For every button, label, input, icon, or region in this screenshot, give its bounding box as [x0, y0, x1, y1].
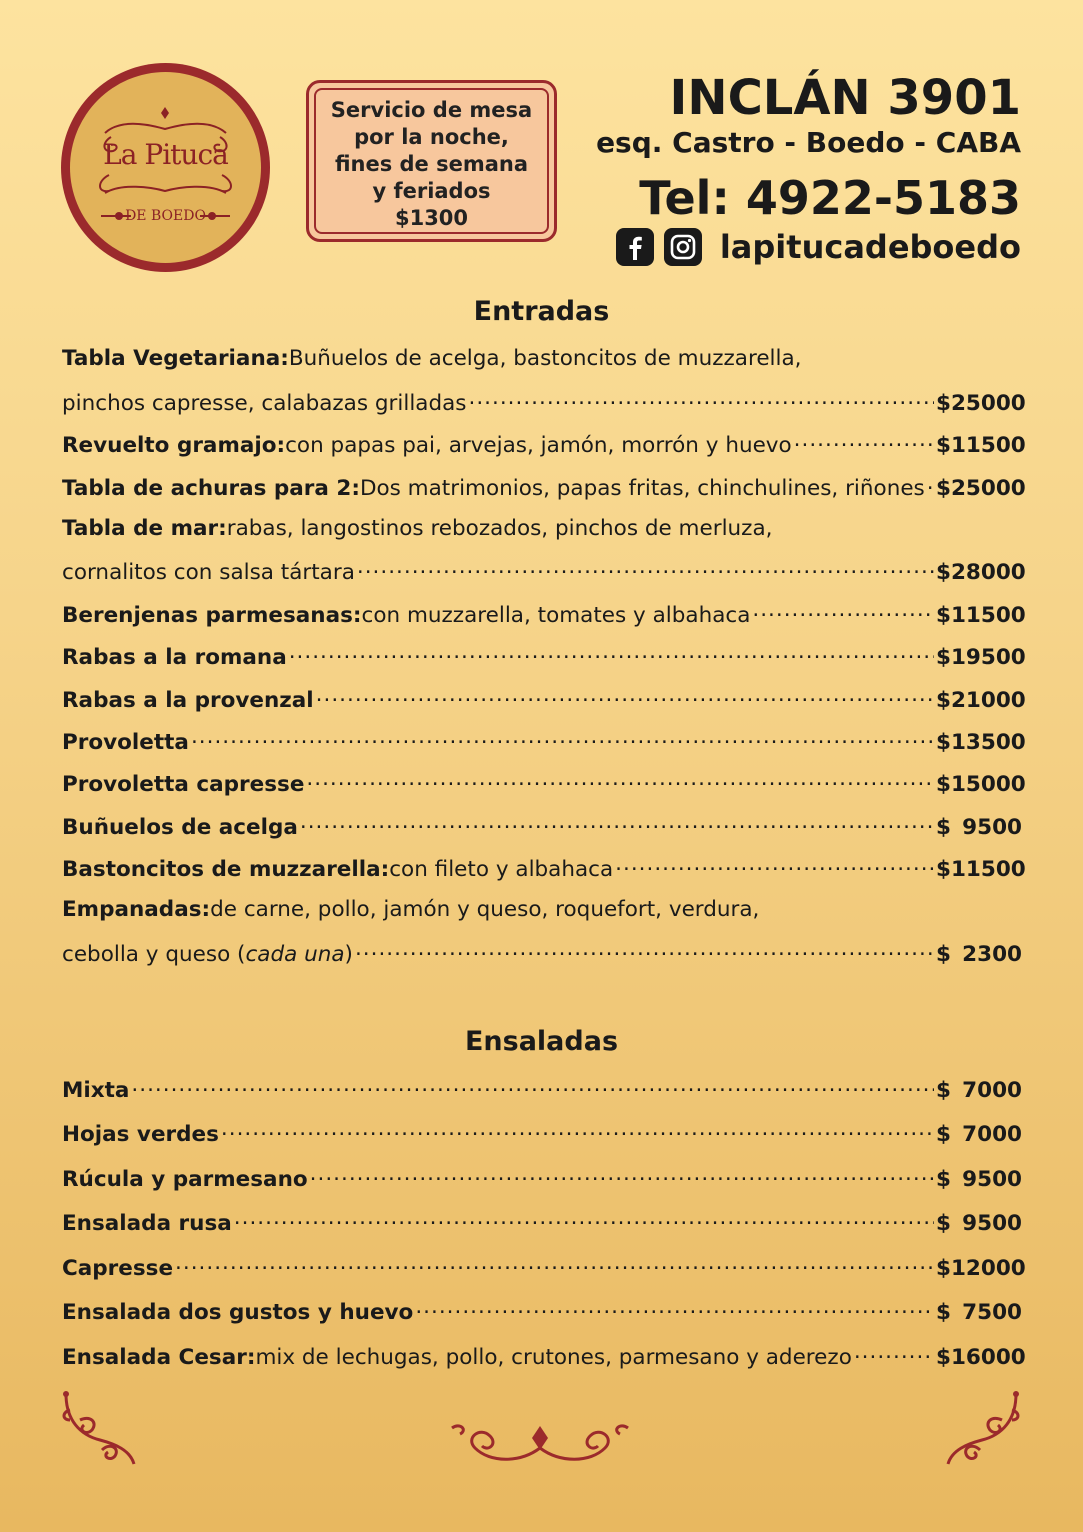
- item-price: [936, 390, 1026, 416]
- price-value: 11500: [950, 602, 1026, 628]
- leader-dots: [234, 1209, 934, 1231]
- item-description: de carne, pollo, jamón y queso, roquefort, verdura,: [210, 897, 760, 923]
- menu-item: [62, 855, 1026, 897]
- menu-item: [62, 600, 1026, 642]
- service-charge-text: [309, 97, 554, 232]
- item-price: [936, 1122, 1022, 1147]
- menu-item: [62, 770, 1026, 812]
- currency-symbol: $: [936, 433, 951, 459]
- item-name: Rabas a la provenzal: [62, 687, 314, 713]
- price-value: 28000: [950, 560, 1026, 586]
- price-value: 19500: [950, 645, 1026, 671]
- item-name: Bastoncitos de muzzarella:: [62, 857, 390, 883]
- menu-item: [62, 728, 1026, 770]
- leader-dots: [355, 939, 934, 961]
- currency-symbol: $: [936, 857, 951, 883]
- item-price: [936, 730, 1026, 756]
- item-name: Empanadas:: [62, 897, 211, 923]
- social-links: [616, 225, 1021, 269]
- currency-symbol: $: [936, 475, 951, 501]
- item-price: [936, 815, 1022, 840]
- currency-symbol: $: [936, 560, 951, 586]
- item-name: Capresse: [62, 1255, 174, 1281]
- menu-item: [62, 643, 1026, 685]
- item-price: [936, 433, 1026, 459]
- item-description: con fileto y albahaca: [389, 857, 614, 883]
- menu-item-continued: [62, 388, 1026, 430]
- item-name: Mixta: [62, 1077, 130, 1103]
- corner-flourish-icon: [60, 1390, 140, 1470]
- leader-dots: [306, 770, 934, 792]
- menu-item: [62, 685, 1026, 727]
- item-name: Ensalada Cesar:: [62, 1344, 256, 1370]
- corner-flourish-icon: [942, 1390, 1022, 1470]
- price-value: 25000: [950, 475, 1026, 501]
- menu-item-continued: [62, 939, 1022, 981]
- leader-dots: [927, 473, 934, 495]
- menu-item: [62, 812, 1022, 854]
- facebook-icon[interactable]: [616, 228, 654, 266]
- item-name: Hojas verdes: [62, 1122, 219, 1147]
- price-value: 12000: [950, 1255, 1026, 1281]
- leader-dots: [300, 812, 934, 834]
- currency-symbol: $: [936, 1077, 951, 1103]
- menu-item: [62, 1298, 1022, 1343]
- item-name: Tabla de achuras para 2:: [62, 475, 360, 501]
- item-name: Buñuelos de acelga: [62, 814, 298, 840]
- description-text: cebolla y queso (: [62, 941, 246, 967]
- menu-item: [62, 1209, 1022, 1254]
- telephone: Tel: 4922-5183: [639, 171, 1021, 225]
- leader-dots: [289, 643, 934, 665]
- corner-address: esq. Castro - Boedo - CABA: [596, 126, 1021, 159]
- logo-name: La Pituca: [103, 138, 228, 171]
- ensaladas-list: [62, 1075, 1026, 1387]
- street-address: INCLÁN 3901: [669, 70, 1021, 126]
- logo-subtitle: DE BOEDO: [125, 208, 206, 224]
- currency-symbol: $: [936, 1166, 951, 1192]
- price-value: 2300: [962, 941, 1022, 967]
- price-value: 7000: [962, 1122, 1022, 1147]
- price-value: 7500: [962, 1300, 1022, 1325]
- item-name: Rabas a la romana: [62, 645, 287, 671]
- menu-item: [62, 897, 1022, 939]
- price-value: 9500: [962, 814, 1022, 840]
- currency-symbol: $: [936, 1344, 951, 1370]
- item-price: [936, 1167, 1022, 1192]
- item-description: con papas pai, arvejas, jamón, morrón y huevo: [285, 433, 792, 459]
- price-value: 11500: [950, 857, 1026, 883]
- item-price: [936, 602, 1026, 628]
- price-value: 13500: [950, 730, 1026, 756]
- social-handle[interactable]: lapitucadeboedo: [719, 228, 1021, 266]
- item-price: [936, 1255, 1026, 1281]
- price-value: 11500: [950, 433, 1026, 459]
- leader-dots: [415, 1298, 934, 1320]
- leader-dots: [854, 1342, 934, 1364]
- item-price: [936, 645, 1026, 671]
- item-price: [936, 687, 1026, 713]
- item-name: Tabla de mar:: [62, 515, 227, 541]
- item-price: [936, 475, 1026, 501]
- menu-item: [62, 1164, 1022, 1209]
- center-flourish-icon: [450, 1418, 630, 1468]
- contact-block: [596, 70, 1021, 226]
- currency-symbol: $: [936, 602, 951, 628]
- currency-symbol: $: [936, 941, 951, 967]
- leader-dots: [175, 1253, 934, 1275]
- menu-item: [62, 1120, 1022, 1165]
- menu-item: [62, 1342, 1026, 1387]
- item-description: Dos matrimonios, papas fritas, chinchulines, riñones: [359, 475, 925, 501]
- description-text: ): [344, 941, 353, 967]
- item-name: Tabla Vegetariana:: [62, 346, 289, 371]
- item-name: Rúcula y parmesano: [62, 1166, 308, 1192]
- menu-item: [62, 1075, 1022, 1120]
- item-description: pinchos capresse, calabazas grilladas: [62, 390, 467, 416]
- instagram-icon[interactable]: [664, 228, 702, 266]
- item-price: [936, 1211, 1022, 1236]
- item-description: [62, 942, 353, 967]
- section-title-ensaladas: Ensaladas: [464, 1026, 619, 1057]
- menu-item: [62, 1253, 1026, 1298]
- service-line: fines de semana: [334, 152, 529, 176]
- entradas-list: [62, 346, 1026, 982]
- menu-item: [62, 346, 1022, 388]
- menu-item: [62, 431, 1026, 473]
- leader-dots: [191, 728, 934, 750]
- item-name: Berenjenas parmesanas:: [62, 602, 362, 628]
- item-name: Ensalada dos gustos y huevo: [62, 1300, 414, 1325]
- item-description: Buñuelos de acelga, bastoncitos de muzzarella,: [288, 346, 802, 371]
- price-value: 16000: [950, 1344, 1026, 1370]
- leader-dots: [316, 685, 934, 707]
- price-value: 21000: [950, 687, 1026, 713]
- price-value: 9500: [962, 1166, 1022, 1192]
- item-description: cornalitos con salsa tártara: [62, 560, 355, 586]
- currency-symbol: $: [936, 1255, 951, 1281]
- leader-dots: [310, 1164, 934, 1186]
- leader-dots: [131, 1075, 934, 1097]
- item-description: mix de lechugas, pollo, crutones, parmesano y aderezo: [255, 1344, 852, 1370]
- currency-symbol: $: [936, 814, 951, 840]
- item-price: [936, 1078, 1022, 1103]
- item-price: [936, 772, 1026, 798]
- item-price: [936, 942, 1022, 967]
- service-line: y feriados: [372, 179, 491, 203]
- item-name: Revuelto gramajo:: [62, 433, 286, 459]
- price-value: 15000: [950, 772, 1026, 798]
- item-description: rabas, langostinos rebozados, pinchos de merluza,: [226, 515, 773, 541]
- menu-item: [62, 473, 1026, 515]
- description-italic: cada una: [245, 941, 345, 967]
- service-charge-box: [306, 80, 557, 242]
- service-price: $1300: [394, 206, 469, 230]
- item-description: con muzzarella, tomates y albahaca: [361, 602, 751, 628]
- currency-symbol: $: [936, 1211, 951, 1236]
- currency-symbol: $: [936, 687, 951, 713]
- menu-item-continued: [62, 558, 1026, 600]
- currency-symbol: $: [936, 390, 951, 416]
- leader-dots: [469, 388, 935, 410]
- section-title-entradas: Entradas: [473, 296, 610, 327]
- item-price: [936, 857, 1026, 883]
- item-name: Ensalada rusa: [62, 1211, 232, 1236]
- price-value: 7000: [962, 1077, 1022, 1103]
- leader-dots: [794, 431, 934, 453]
- leader-dots: [221, 1120, 934, 1142]
- currency-symbol: $: [936, 730, 951, 756]
- leader-dots: [615, 855, 934, 877]
- price-value: 25000: [950, 390, 1026, 416]
- currency-symbol: $: [936, 772, 951, 798]
- leader-dots: [752, 600, 934, 622]
- service-line: Servicio de mesa: [330, 98, 533, 122]
- currency-symbol: $: [936, 1300, 951, 1325]
- service-line: por la noche,: [354, 125, 509, 149]
- currency-symbol: $: [936, 1122, 951, 1147]
- menu-item: [62, 516, 1022, 558]
- currency-symbol: $: [936, 645, 951, 671]
- item-name: Provoletta capresse: [62, 772, 305, 798]
- leader-dots: [357, 558, 934, 580]
- item-name: Provoletta: [62, 730, 189, 756]
- item-price: [936, 1344, 1026, 1370]
- restaurant-logo: [61, 63, 270, 272]
- item-price: [936, 1300, 1022, 1325]
- price-value: 9500: [962, 1211, 1022, 1236]
- item-price: [936, 560, 1026, 586]
